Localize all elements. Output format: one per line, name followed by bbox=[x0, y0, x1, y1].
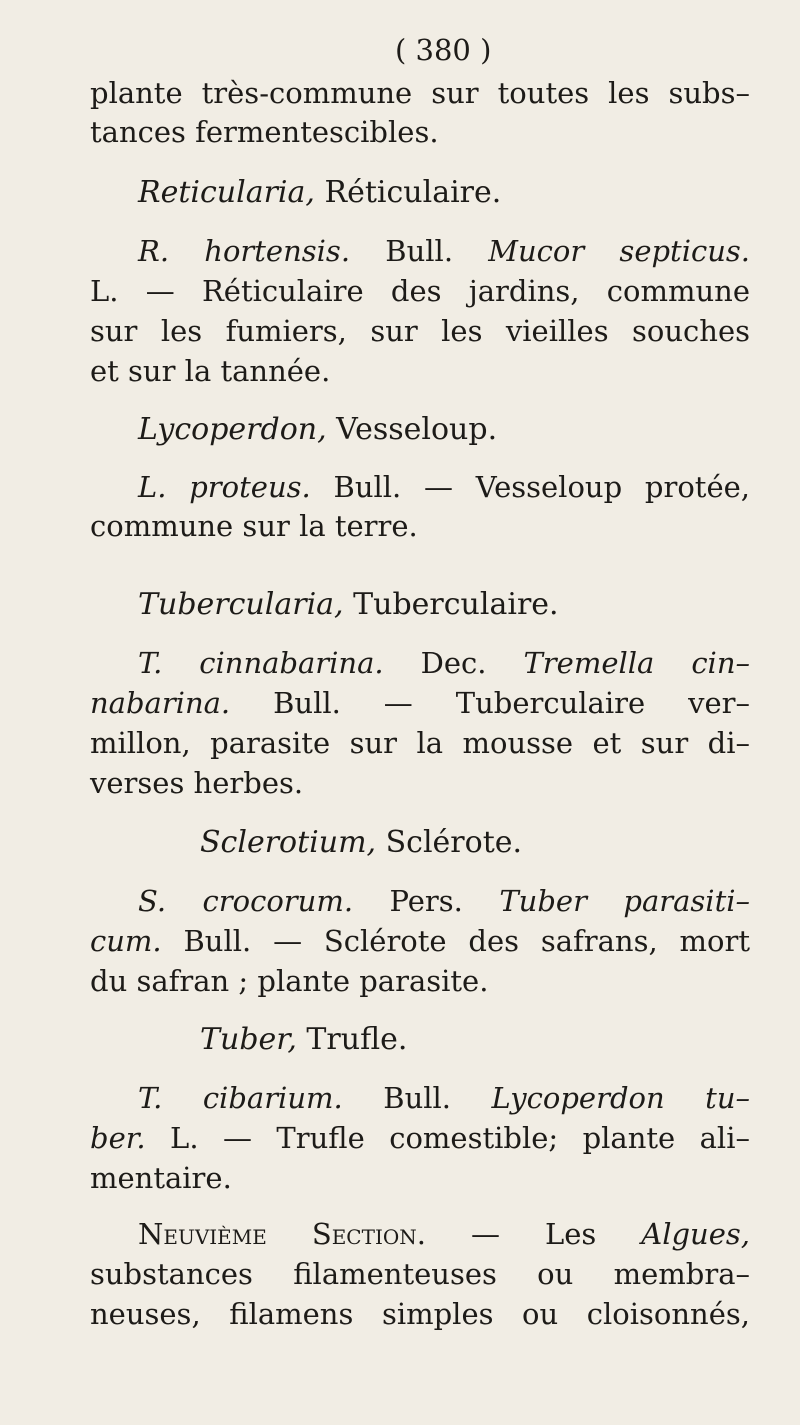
genus-heading: Tubercularia, Tuberculaire. bbox=[138, 587, 559, 622]
text-line: neuses, filamens simples ou cloisonnés, bbox=[90, 1297, 750, 1331]
text-line: plante très-commune sur toutes les subs– bbox=[90, 76, 750, 110]
genus-heading: Reticularia, Réticulaire. bbox=[138, 175, 502, 210]
page-number: ( 380 ) bbox=[395, 33, 492, 67]
text-line: et sur la tannée. bbox=[90, 354, 331, 388]
text-line: T. cibarium. Bull. Lycoperdon tu– bbox=[138, 1081, 751, 1115]
text-line: substances filamenteuses ou membra– bbox=[90, 1257, 750, 1291]
text-line: millon, parasite sur la mousse et sur di– bbox=[90, 726, 750, 760]
text-line: S. crocorum. Pers. Tuber parasiti– bbox=[138, 884, 750, 918]
genus-heading: Lycoperdon, Vesseloup. bbox=[138, 412, 498, 447]
text-line: mentaire. bbox=[90, 1161, 232, 1195]
text-line: verses herbes. bbox=[90, 766, 304, 800]
genus-heading: Sclerotium, Sclérote. bbox=[200, 825, 523, 860]
text-line: R. hortensis. Bull. Mucor septicus. bbox=[138, 234, 750, 268]
text-line: ber. L. — Trufle comestible; plante ali– bbox=[90, 1121, 750, 1155]
text-line: L. — Réticulaire des jardins, commune bbox=[90, 274, 750, 308]
genus-heading: Tuber, Trufle. bbox=[200, 1022, 408, 1057]
text-line: T. cinnabarina. Dec. Tremella cin– bbox=[138, 646, 751, 680]
text-line: cum. Bull. — Sclérote des safrans, mort bbox=[90, 924, 750, 958]
text-line: du safran ; plante parasite. bbox=[90, 964, 489, 998]
text-line: sur les fumiers, sur les vieilles souches bbox=[90, 314, 750, 348]
text-line: nabarina. Bull. — Tuberculaire ver– bbox=[90, 686, 750, 720]
text-line: commune sur la terre. bbox=[90, 509, 418, 543]
text-line: L. proteus. Bull. — Vesseloup protée, bbox=[138, 470, 750, 504]
text-line: tances fermentescibles. bbox=[90, 115, 439, 149]
section-heading-line: Neuvième Section. — Les Algues, bbox=[138, 1217, 750, 1251]
